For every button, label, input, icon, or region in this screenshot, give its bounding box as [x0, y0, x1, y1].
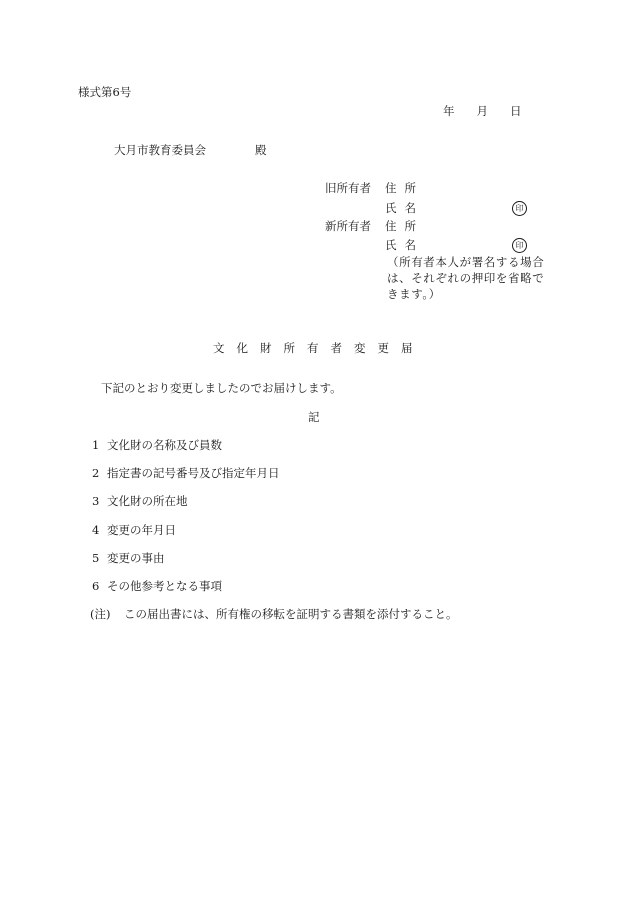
date-year-label: 年	[443, 104, 455, 118]
signature-note: （所有者本人が署名する場合は、それぞれの押印を省略できます。）	[387, 255, 545, 301]
item-text: 文化財の名称及び員数	[107, 438, 222, 452]
ki-heading: 記	[308, 410, 320, 424]
item-text: 指定書の記号番号及び指定年月日	[107, 466, 280, 480]
item-number: 1	[92, 438, 100, 452]
item-number: 3	[92, 494, 100, 508]
date-line	[443, 106, 522, 118]
date-month-label: 月	[476, 104, 488, 118]
item-text: 変更の年月日	[107, 523, 176, 537]
footnote-label: (注)	[90, 607, 111, 621]
item-number: 6	[92, 579, 100, 593]
new-owner-label: 新所有者	[325, 219, 371, 233]
intro-text: 下記のとおり変更しましたのでお届けします。	[101, 381, 342, 395]
old-owner-seal-icon: 印	[512, 201, 527, 216]
old-owner-address-label: 住所	[385, 181, 424, 195]
old-owner-label: 旧所有者	[325, 181, 371, 195]
form-number: 様式第6号	[78, 85, 132, 99]
new-owner-name-label: 氏名	[385, 238, 424, 252]
item-text: その他参考となる事項	[107, 579, 222, 593]
item-number: 2	[92, 466, 100, 480]
new-owner-address-label: 住所	[385, 219, 424, 233]
item-text: 文化財の所在地	[107, 494, 188, 508]
old-owner-name-label: 氏名	[385, 201, 424, 215]
footnote-text: この届出書には、所有権の移転を証明する書類を添付すること。	[124, 607, 458, 621]
date-day-label: 日	[510, 104, 522, 118]
addressee-name: 大月市教育委員会	[114, 143, 206, 157]
item-number: 5	[92, 551, 100, 565]
document-title: 文化財所有者変更届	[213, 341, 425, 355]
new-owner-seal-icon: 印	[512, 238, 527, 253]
addressee-suffix: 殿	[255, 143, 267, 157]
item-number: 4	[92, 523, 100, 537]
item-text: 変更の事由	[107, 551, 165, 565]
